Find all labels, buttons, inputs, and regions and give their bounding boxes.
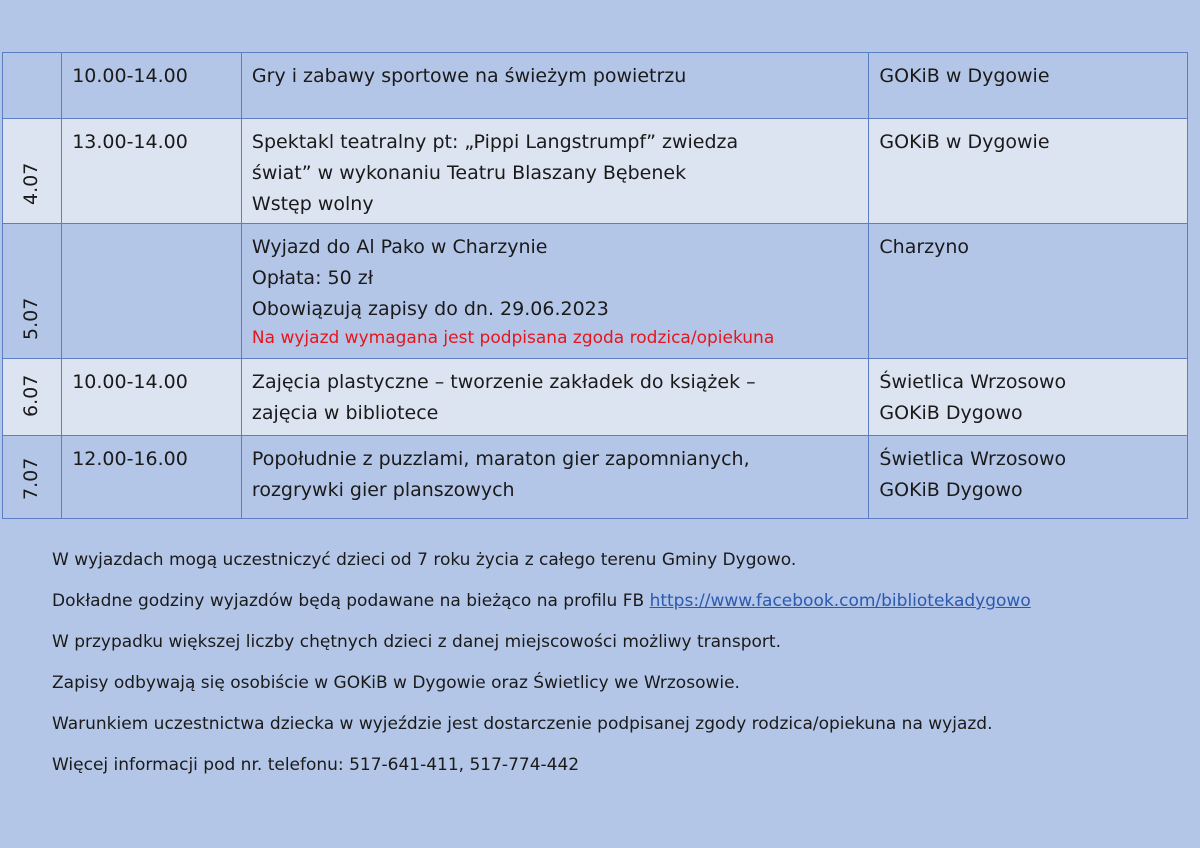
description-cell xyxy=(241,359,868,436)
place-cell xyxy=(869,436,1188,519)
time-cell xyxy=(62,119,242,224)
date-label: 4.07 xyxy=(20,162,42,205)
note-consent: Warunkiem uczestnictwa dziecka w wyjeździe jest dostarczenie podpisanej zgody rodzica/opiekuna na wyjazd. xyxy=(52,714,993,734)
note-phone: Więcej informacji pod nr. telefonu: 517-641-411, 517-774-442 xyxy=(52,755,580,775)
description-cell xyxy=(241,119,868,224)
time-cell xyxy=(62,436,242,519)
time-label: 10.00-14.00 xyxy=(72,371,188,393)
place-line: GOKiB Dygowo xyxy=(879,402,1023,424)
description-cell xyxy=(241,224,868,359)
time-cell xyxy=(62,224,242,359)
description-cell xyxy=(241,53,868,119)
table-row xyxy=(3,53,1188,119)
date-label: 5.07 xyxy=(20,297,42,340)
description-line: Zajęcia plastyczne – tworzenie zakładek do książek – xyxy=(251,371,756,393)
table-row xyxy=(3,359,1188,436)
schedule-table xyxy=(2,52,1188,519)
place-line: Charzyno xyxy=(879,236,970,258)
note-hours-text: Dokładne godziny wyjazdów będą podawane na bieżąco na profilu FB xyxy=(52,591,650,611)
date-label: 6.07 xyxy=(20,374,42,417)
date-cell xyxy=(3,224,62,359)
note-hours xyxy=(52,590,1031,612)
place-line: GOKiB w Dygowie xyxy=(879,65,1050,87)
description-line: Gry i zabawy sportowe na świeżym powietrzu xyxy=(251,65,687,87)
time-label: 13.00-14.00 xyxy=(72,131,188,153)
date-cell xyxy=(3,436,62,519)
date-label: 7.07 xyxy=(20,457,42,500)
description-line: rozgrywki gier planszowych xyxy=(251,479,515,501)
time-cell xyxy=(62,53,242,119)
date-cell xyxy=(3,119,62,224)
date-cell xyxy=(3,359,62,436)
time-label: 10.00-14.00 xyxy=(72,65,188,87)
table-row xyxy=(3,119,1188,224)
place-cell xyxy=(869,224,1188,359)
facebook-link[interactable]: https://www.facebook.com/bibliotekadygowo xyxy=(649,591,1031,611)
place-line: Świetlica Wrzosowo xyxy=(879,371,1067,393)
description-line: Opłata: 50 zł xyxy=(251,267,374,289)
place-line: GOKiB Dygowo xyxy=(879,479,1023,501)
description-line: zajęcia w bibliotece xyxy=(251,402,439,424)
warning-text: Na wyjazd wymagana jest podpisana zgoda rodzica/opiekuna xyxy=(251,328,775,348)
table-row xyxy=(3,224,1188,359)
description-line: Wyjazd do Al Pako w Charzynie xyxy=(251,236,548,258)
note-transport: W przypadku większej liczby chętnych dzieci z danej miejscowości możliwy transport. xyxy=(52,632,781,652)
place-cell xyxy=(869,359,1188,436)
info-notes xyxy=(52,549,1031,795)
time-label: 12.00-16.00 xyxy=(72,448,188,470)
place-cell xyxy=(869,119,1188,224)
description-line: świat” w wykonaniu Teatru Blaszany Bębenek xyxy=(251,162,687,184)
description-line: Popołudnie z puzzlami, maraton gier zapomnianych, xyxy=(251,448,750,470)
note-age: W wyjazdach mogą uczestniczyć dzieci od 7 roku życia z całego terenu Gminy Dygowo. xyxy=(52,550,797,570)
note-registration: Zapisy odbywają się osobiście w GOKiB w Dygowie oraz Świetlicy we Wrzosowie. xyxy=(52,673,740,693)
description-line: Spektakl teatralny pt: „Pippi Langstrumpf” zwiedza xyxy=(251,131,739,153)
table-row xyxy=(3,436,1188,519)
date-cell xyxy=(3,53,62,119)
place-line: Świetlica Wrzosowo xyxy=(879,448,1067,470)
place-line: GOKiB w Dygowie xyxy=(879,131,1050,153)
description-line: Wstęp wolny xyxy=(251,193,374,215)
description-line: Obowiązują zapisy do dn. 29.06.2023 xyxy=(251,298,609,320)
description-cell xyxy=(241,436,868,519)
time-cell xyxy=(62,359,242,436)
place-cell xyxy=(869,53,1188,119)
